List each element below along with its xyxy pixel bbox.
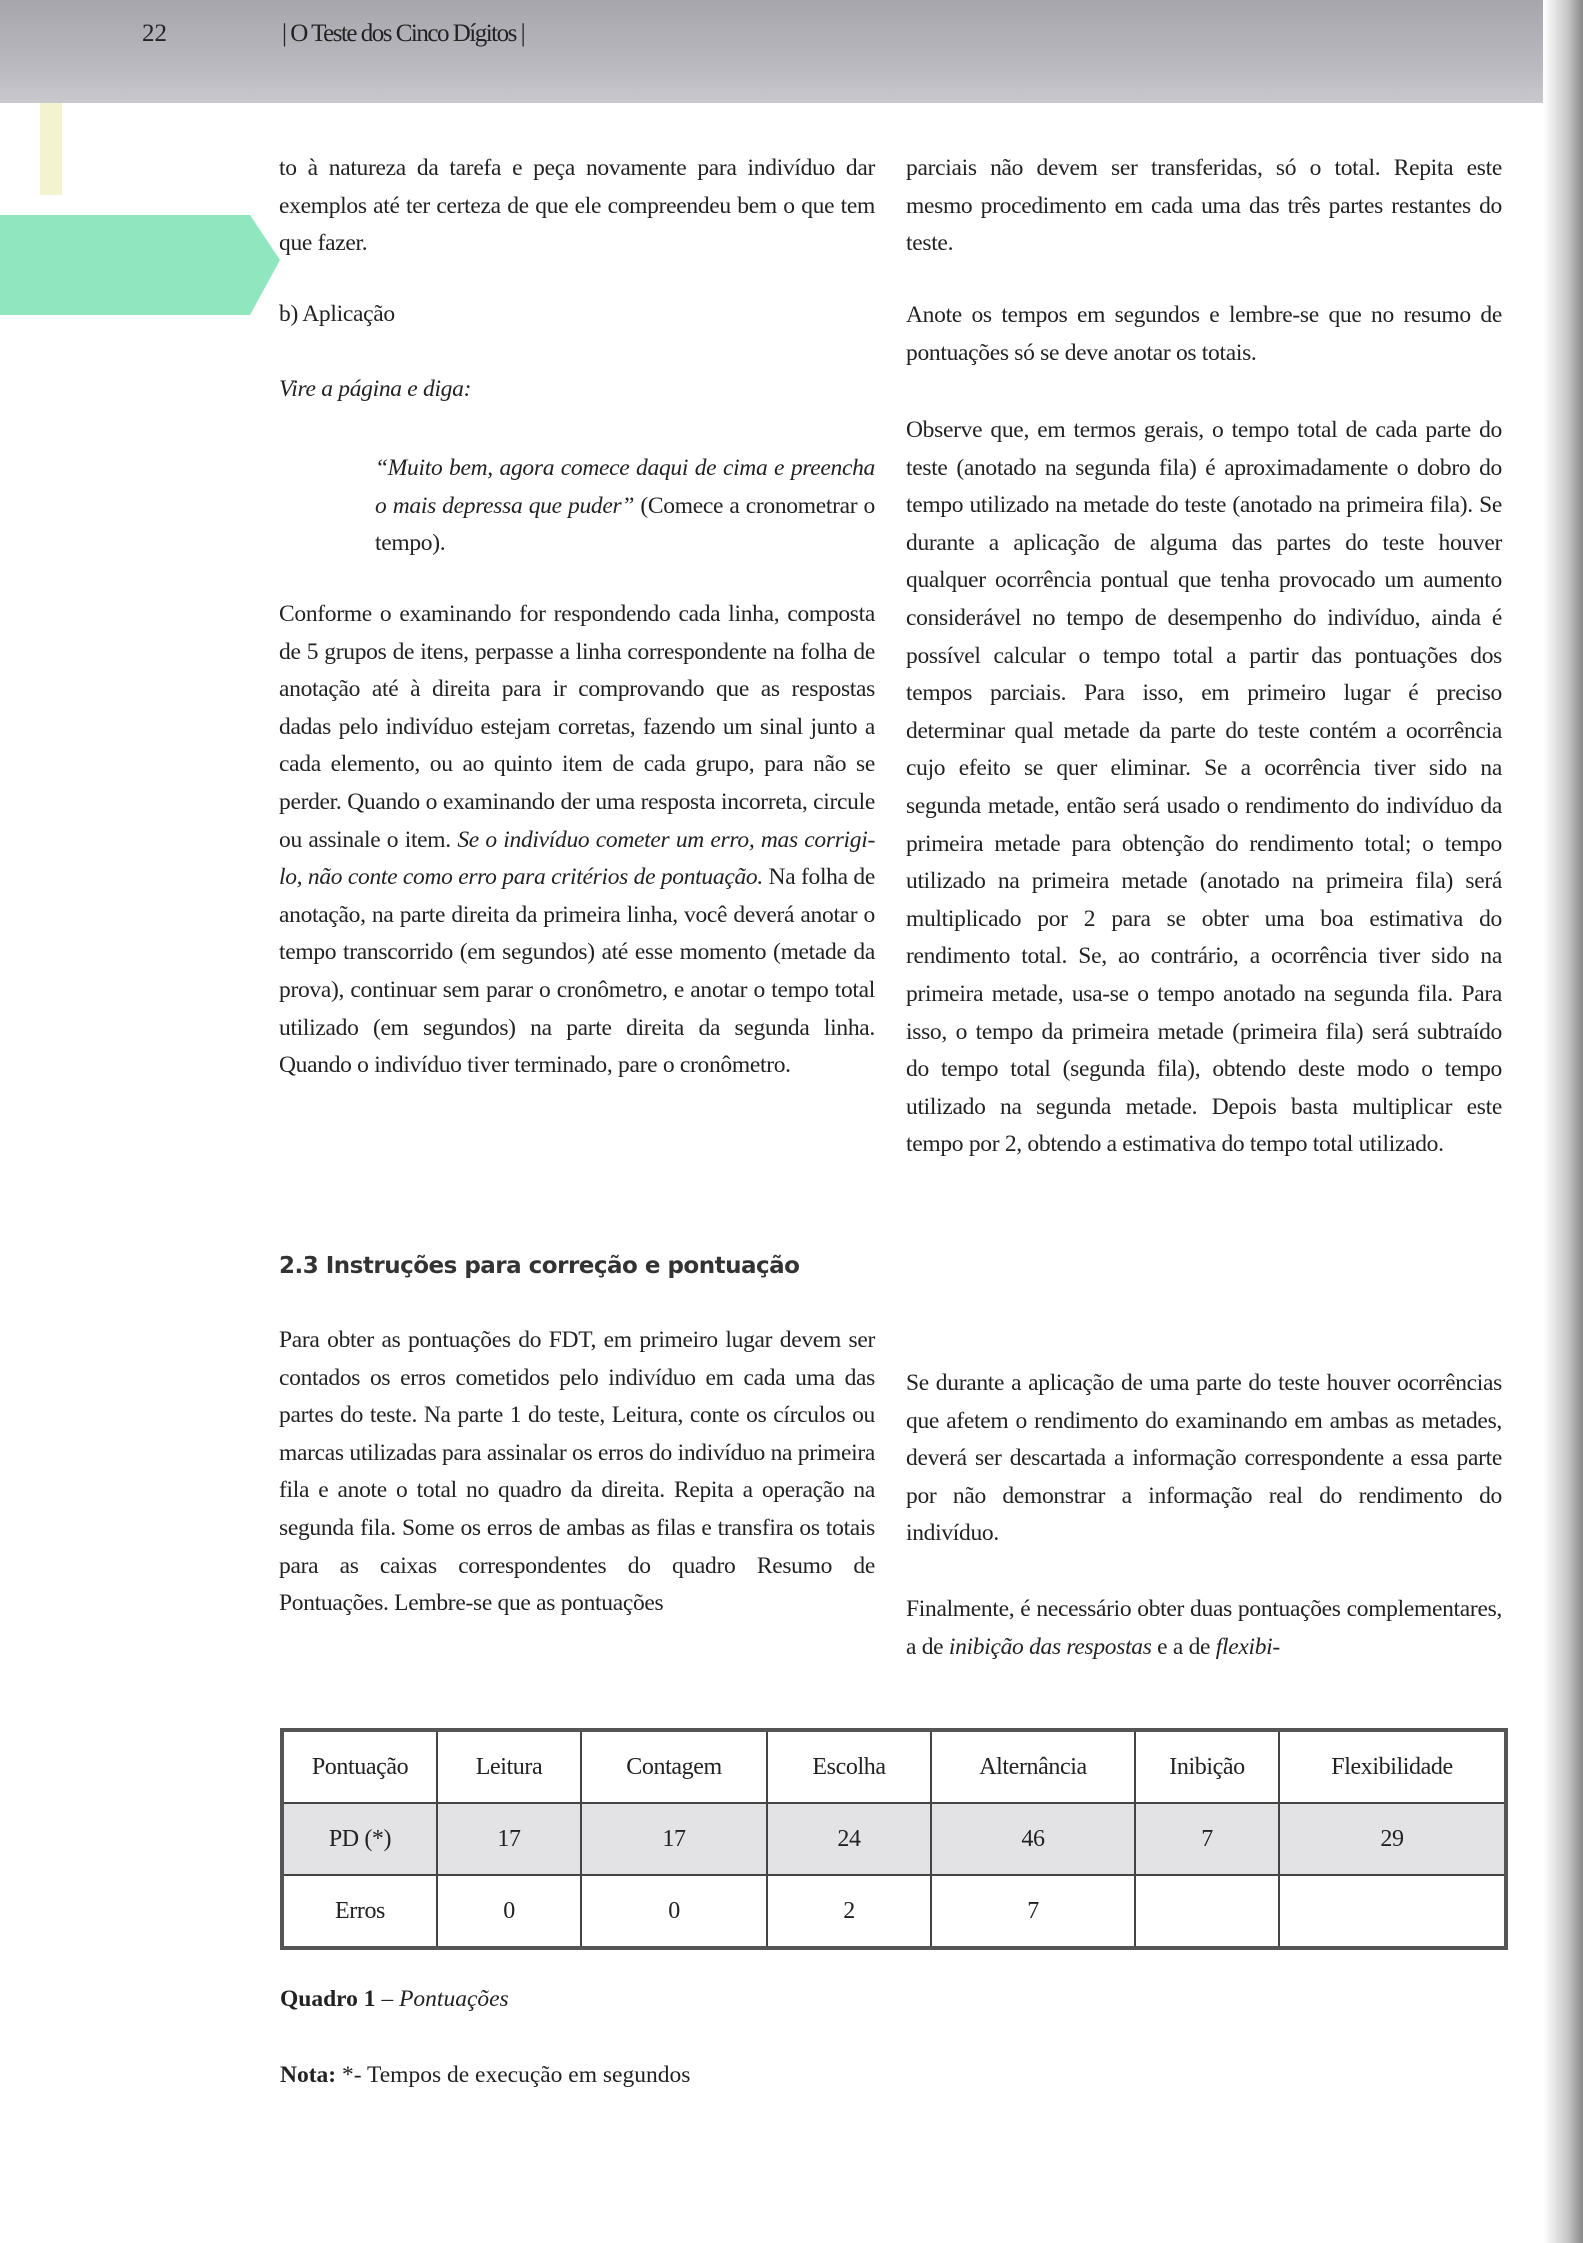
running-title: | O Teste dos Cinco Dígitos | bbox=[282, 20, 525, 47]
cell bbox=[1279, 1875, 1506, 1948]
paragraph: Observe que, em termos gerais, o tempo total de cada parte do teste (anotado na segunda fila) é aproximadamente o dobro do tempo utilizado na metade do teste (anotado na primeira fila). Se durante a aplicação de alguma das partes do teste houver qualquer ocorrência pontual que tenha provocado um aumento considerável no tempo de desempenho do indivíduo, ainda é possível calcular o tempo total a partir das pontuações dos tempos parciais. Para isso, em primeiro lugar é preciso determinar qual metade da parte do teste contém a ocorrência cujo efeito se quer eliminar. Se a ocorrência tiver sido na segunda metade, então será usado o rendimento do indivíduo da primeira metade para obtenção do rendimento total; o tempo utilizado na primeira metade (anotado na primeira fila) será multiplicado por 2 para se obter uma boa estimativa do rendimento total. Se, ao contrário, a ocorrência tiver sido na primeira metade, usa-se o tempo anotado na segunda fila. Para isso, o tempo da primeira metade (primeira fila) será subtraído do tempo total (segunda fila), obtendo deste modo o tempo utilizado na segunda metade. Depois basta multiplicar este tempo por 2, obtendo a estimativa do tempo total utilizado. bbox=[906, 417, 1502, 1158]
cell: Erros bbox=[282, 1875, 437, 1948]
text: e a de bbox=[1151, 1633, 1216, 1660]
table-caption bbox=[280, 1986, 509, 2013]
paragraph: to à natureza da tarefa e peça novamente para indivíduo dar exemplos até ter certeza de que ele compreendeu bem o que tem que fazer. bbox=[279, 155, 875, 257]
italic-text: flexibi- bbox=[1215, 1633, 1280, 1660]
paragraph: parciais não devem ser transferidas, só o total. Repita este mesmo procedimento em cada uma das três partes restantes do teste. bbox=[906, 155, 1502, 257]
green-page-tab bbox=[0, 215, 280, 315]
table-row bbox=[282, 1803, 1506, 1875]
cell: 17 bbox=[437, 1803, 581, 1875]
paragraph: Para obter as pontuações do FDT, em primeiro lugar devem ser contados os erros cometidos pelo indivíduo em cada uma das partes do teste. Na parte 1 do teste, Leitura, conte os círculos ou marcas utilizadas para assinalar os erros do indivíduo na primeira fila e anote o total no quadro da direita. Repita a operação na segunda fila. Some os erros de ambas as filas e transfira os totais para as caixas correspondentes do quadro Resumo de Pontuações. Lembre-se que as pontuações bbox=[279, 1327, 875, 1617]
cell: 0 bbox=[437, 1875, 581, 1948]
cell: 29 bbox=[1279, 1803, 1506, 1875]
table-note bbox=[280, 2062, 690, 2089]
italic-text: Se o indivíduo cometer um erro, mas corrigi-lo, não conte como erro para critérios de pontuação. bbox=[279, 826, 875, 891]
instruction bbox=[279, 371, 875, 409]
quote-block bbox=[375, 450, 875, 563]
table-header-row bbox=[282, 1730, 1506, 1803]
italic-text: inibição das respostas bbox=[948, 1633, 1152, 1660]
scores-table bbox=[280, 1728, 1508, 1950]
cell: 46 bbox=[931, 1803, 1135, 1875]
cell: 7 bbox=[1135, 1803, 1279, 1875]
cell: 17 bbox=[581, 1803, 767, 1875]
cell: PD (*) bbox=[282, 1803, 437, 1875]
paragraph bbox=[279, 596, 875, 1085]
page-header bbox=[0, 0, 1583, 103]
note-text: *- Tempos de execução em segundos bbox=[336, 2062, 691, 2088]
note-label: Nota: bbox=[280, 2062, 337, 2088]
page-edge-shadow bbox=[1543, 0, 1583, 2243]
section-heading: 2.3 Instruções para correção e pontuação bbox=[279, 1253, 800, 1279]
cell: 24 bbox=[767, 1803, 931, 1875]
text: Finalmente, é necessário obter duas pontuações complementares, a de bbox=[906, 1596, 1502, 1660]
quote-text: “Muito bem, agora comece daqui de cima e preencha o mais depressa que puder” bbox=[375, 455, 875, 519]
text: Conforme o examinando for respondendo cada linha, composta de 5 grupos de itens, perpasse a linha correspondente na folha de anotação até à direita para ir comprovando que as respostas dadas pelo indivíduo estejam corretas, fazendo um sinal junto a cada elemento, ou ao quinto item de cada grupo, para não se perder. Quando o examinando der uma resposta incorreta, circule ou assinale o item. bbox=[279, 601, 875, 853]
header-cell: Leitura bbox=[437, 1730, 581, 1803]
text: Na folha de anotação, na parte direita da primeira linha, você deverá anotar o tempo transcorrido (em segundos) até esse momento (metade da prova), continuar sem parar o cronômetro, e anotar o tempo total utilizado (em segundos) na parte direita da segunda linha. Quando o indivíduo tiver terminado, pare o cronômetro. bbox=[279, 864, 875, 1079]
header-cell: Inibição bbox=[1135, 1730, 1279, 1803]
header-cell: Alternância bbox=[931, 1730, 1135, 1803]
cell: 0 bbox=[581, 1875, 767, 1948]
cell: 7 bbox=[931, 1875, 1135, 1948]
paragraph: Anote os tempos em segundos e lembre-se que no resumo de pontuações só se deve anotar os totais. bbox=[906, 302, 1502, 366]
caption-title: Pontuações bbox=[399, 1986, 509, 2012]
instruction-text: Vire a página e diga: bbox=[279, 376, 472, 402]
caption-label: Quadro 1 bbox=[280, 1986, 376, 2012]
yellow-page-tab bbox=[40, 103, 62, 195]
header-cell: Contagem bbox=[581, 1730, 767, 1803]
header-cell: Escolha bbox=[767, 1730, 931, 1803]
table-row bbox=[282, 1875, 1506, 1948]
quote-note: (Comece a cronometrar o tempo). bbox=[375, 492, 875, 557]
page-number: 22 bbox=[142, 20, 167, 47]
header-cell: Pontuação bbox=[282, 1730, 437, 1803]
header-cell: Flexibilidade bbox=[1279, 1730, 1506, 1803]
subheading: b) Aplicação bbox=[279, 301, 395, 327]
paragraph: Se durante a aplicação de uma parte do teste houver ocorrências que afetem o rendimento do examinando em ambas as metades, deverá ser descartada a informação correspondente a essa parte por não demonstrar a informação real do rendimento do indivíduo. bbox=[906, 1370, 1502, 1547]
cell bbox=[1135, 1875, 1279, 1948]
cell: 2 bbox=[767, 1875, 931, 1948]
caption-dash: – bbox=[375, 1986, 400, 2012]
paragraph bbox=[906, 1591, 1502, 1666]
